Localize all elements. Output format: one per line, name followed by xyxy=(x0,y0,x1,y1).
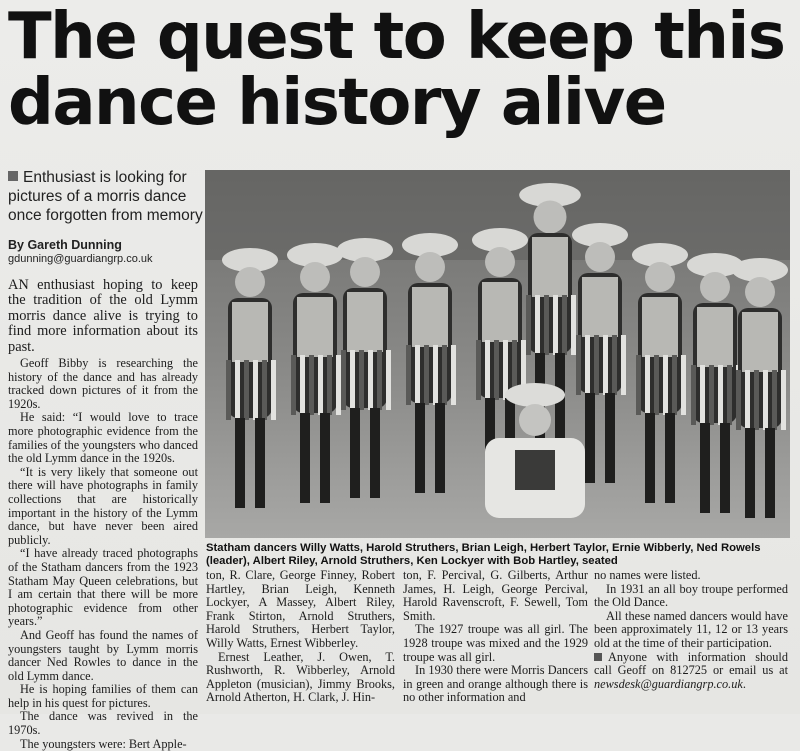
dancers-photo xyxy=(205,170,790,538)
paragraph: In 1930 there were Morris Dancers in green and orange although there is no other information and xyxy=(403,663,588,705)
paragraph: Ernest Leather, J. Owen, T. Rushworth, R. Wibberley, Arnold Appleton (musician), Jimmy Brooks, Arnold Atherton, H. Clark, J. Hin- xyxy=(206,649,395,705)
paragraph: “I have already traced photographs of the Statham dancers from the 1923 Statham May Queen celebrations, but I am certain that there will be more photographic evidence from other years.” xyxy=(8,546,198,629)
article-column-2 xyxy=(206,569,395,705)
byline xyxy=(8,238,203,265)
standfirst-text: Enthusiast is looking for pictures of a morris dance once forgotten from memory xyxy=(8,169,203,224)
paragraph: ton, F. Percival, G. Gilberts, Arthur James, H. Leigh, George Percival, Harold Ravenscroft, F. Sewell, Tom Smith. xyxy=(403,568,588,623)
paragraph: no names were listed. xyxy=(594,568,701,582)
paragraph: The youngsters were: Bert Apple- xyxy=(20,736,187,751)
paragraph: Geoff Bibby is researching the history of the dance and has already tracked down pictures of it from the 1920s. xyxy=(8,356,198,411)
morris-dancers-photo-image xyxy=(205,170,790,538)
paragraph: The dance was revived in the 1970s. xyxy=(8,709,198,738)
contact-end: . xyxy=(742,676,746,691)
paragraph: “It is very likely that someone out there will have photographs in family collections that are historically important in the history of the Lymm dance, but have never been aired publicly. xyxy=(8,464,198,547)
contact-email: newsdesk@guardiangrp.co.uk xyxy=(594,676,743,691)
paragraph: The 1927 troupe was all girl. The 1928 troupe was mixed and the 1929 troupe was all girl. xyxy=(403,622,588,664)
article-column-3 xyxy=(403,569,588,705)
author-name: By Gareth Dunning xyxy=(8,238,122,252)
article-column-1 xyxy=(8,278,198,751)
article-column-4 xyxy=(594,569,788,691)
square-bullet-icon xyxy=(8,171,18,181)
paragraph: All these named dancers would have been approximately 11, 12 or 13 years old at the time of their participation. xyxy=(594,608,788,650)
lead-paragraph: AN enthusiast hoping to keep the tradition of the old Lymm morris dance alive is trying to find more information about its past. xyxy=(8,277,198,355)
article-headline: The quest to keep this dance history alive xyxy=(8,0,785,140)
paragraph: He is hoping families of them can help in his quest for pictures. xyxy=(8,682,198,710)
paragraph: He said: “I would love to trace more photographic evidence from the families of the youngsters who danced the old Lymm dance in the 1920s. xyxy=(8,410,198,466)
paragraph: In 1931 an all boy troupe performed the Old Dance. xyxy=(594,581,788,610)
article-standfirst xyxy=(8,168,203,225)
square-bullet-icon xyxy=(594,653,602,661)
contact-text: Anyone with information should call Geoff on 812725 or email us at xyxy=(594,649,788,678)
contact-paragraph xyxy=(594,651,788,692)
paragraph: And Geoff has found the names of youngsters taught by Lymm morris dancer Ned Rowles to dance in the old Lymm dance. xyxy=(8,627,198,683)
photo-caption: Statham dancers Willy Watts, Harold Struthers, Brian Leigh, Herbert Taylor, Ernie Wibberly, Ned Rowels (leader), Albert Riley, Arnold Struthers, Ken Lockyer with Bob Hartley, seated xyxy=(206,542,761,567)
paragraph: ton, R. Clare, George Finney, Robert Hartley, Brian Leigh, Kenneth Lockyer, A Massey, Albert Riley, Frank Stirton, Arnold Struthers, Harold Struthers, Herbert Taylor, Willy Watts, Ernest Wibberley. xyxy=(206,568,395,650)
author-email: gdunning@guardiangrp.co.uk xyxy=(8,253,153,265)
